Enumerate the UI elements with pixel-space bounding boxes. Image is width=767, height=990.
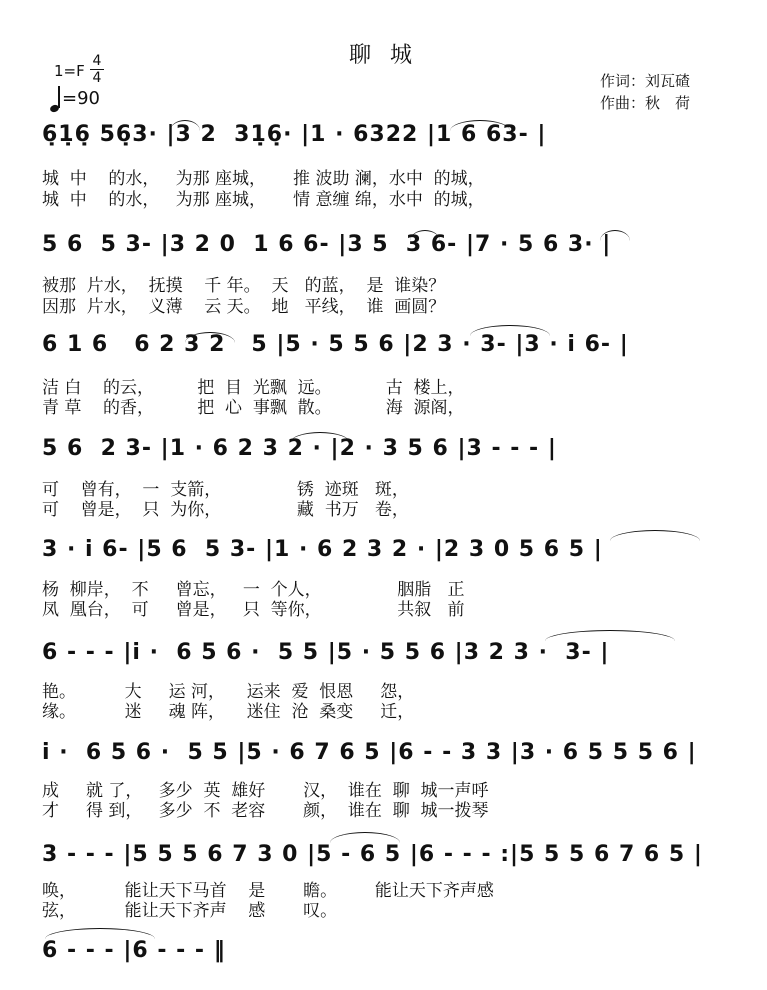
lyric-row-7-verse-2: 才 得 到， 多少 不 老容 颜， 谁在 聊 城一拨琴 (42, 801, 489, 821)
time-bottom: 4 (92, 70, 102, 86)
notes-row-6: 6 - - - |i · 6 5 6 · 5 5 |5 · 5 5 6 |3 2 3 · 3- | (42, 640, 610, 665)
lyric-row-8-verse-2: 弦， 能让天下齐声 感 叹。 (42, 901, 338, 921)
song-title: 聊 城 (349, 43, 418, 68)
lyric-row-2-verse-1: 被那 片水， 抚摸 千 年。 天 的蓝， 是 谁染？ (42, 276, 446, 296)
lyricist-credit: 作词：刘瓦碴 (600, 72, 691, 90)
time-top: 4 (92, 53, 102, 69)
slur (470, 325, 550, 336)
lyric-row-1-verse-2: 城 中 的水， 为那 座城， 情 意缠 绵，水中 的城， (42, 190, 485, 210)
lyric-row-1-verse-1: 城 中 的水， 为那 座城， 推 波助 澜，水中 的城， (42, 169, 485, 189)
lyric-row-2-verse-2: 因那 片水， 义薄 云 天。 地 平线， 谁 画圆？ (42, 297, 446, 317)
slur (330, 832, 400, 843)
notes-row-4: 5 6 2 3- |1 · 6 2 3 2 · |2 · 3 5 6 |3 - - - | (42, 436, 557, 461)
lyric-row-3-verse-2: 青 草 的香， 把 心 事飘 散。 海 源阁， (42, 398, 465, 418)
slur (545, 630, 675, 641)
tempo-marking (50, 86, 100, 112)
key-signature: 1=F (54, 62, 85, 80)
lyric-row-4-verse-1: 可 曾有， 一 支箭， 锈 迹斑 斑， (42, 480, 409, 500)
lyric-row-6-verse-2: 缘。 迷 魂 阵， 迷住 沧 桑变 迁， (42, 702, 415, 722)
slur (45, 928, 155, 939)
slur (290, 432, 350, 443)
notes-row-1: 6̣1̣6̣ 56̣3· |3 2 31̣6̣· |1 · 6322 |1 6 63- | (42, 122, 547, 147)
slur (600, 230, 630, 241)
composer-credit: 作曲：秋 荷 (600, 94, 691, 112)
notes-row-3: 6 1 6 6 2 3 2 5 |5 · 5 5 6 |2 3 · 3- |3 · i 6- | (42, 332, 629, 357)
time-signature (90, 54, 104, 85)
notes-row-8: 3 - - - |5 5 5 6 7 3 0 |5 - 6 5 |6 - - - :|5 5 5 6 7 6 5 | (42, 842, 703, 867)
lyric-row-5-verse-2: 凤 凰台， 可 曾是， 只 等你， 共叙 前 (42, 600, 465, 620)
notes-row-5: 3 · i 6- |5 6 5 3- |1 · 6 2 3 2 · |2 3 0 5 6 5 | (42, 537, 603, 562)
lyric-row-8-verse-1: 唤， 能让天下马首 是 瞻。 能让天下齐声感 (42, 881, 494, 901)
quarter-note-icon (50, 86, 60, 112)
lyric-row-4-verse-2: 可 曾是， 只 为你， 藏 书万 卷， (42, 500, 409, 520)
lyric-row-7-verse-1: 成 就 了， 多少 英 雄好 汉， 谁在 聊 城一声呼 (42, 781, 489, 801)
slur (610, 530, 700, 541)
lyric-row-3-verse-1: 洁 白 的云， 把 目 光飘 远。 古 楼上， (42, 378, 465, 398)
notes-row-2: 5 6 5 3- |3 2 0 1 6 6- |3 5 3 6- |7 · 5 6 3· | (42, 232, 612, 257)
tempo-value: =90 (62, 88, 100, 109)
notes-row-7: i · 6 5 6 · 5 5 |5 · 6 7 6 5 |6 - - 3 3 |3 · 6 5 5 5 6 | (42, 740, 697, 765)
lyric-row-5-verse-1: 杨 柳岸， 不 曾忘， 一 个人， 胭脂 正 (42, 580, 465, 600)
notes-row-9: 6 - - - |6 - - - ‖ (42, 938, 226, 963)
lyric-row-6-verse-1: 艳。 大 运 河， 运来 爱 恨恩 怨， (42, 682, 415, 702)
